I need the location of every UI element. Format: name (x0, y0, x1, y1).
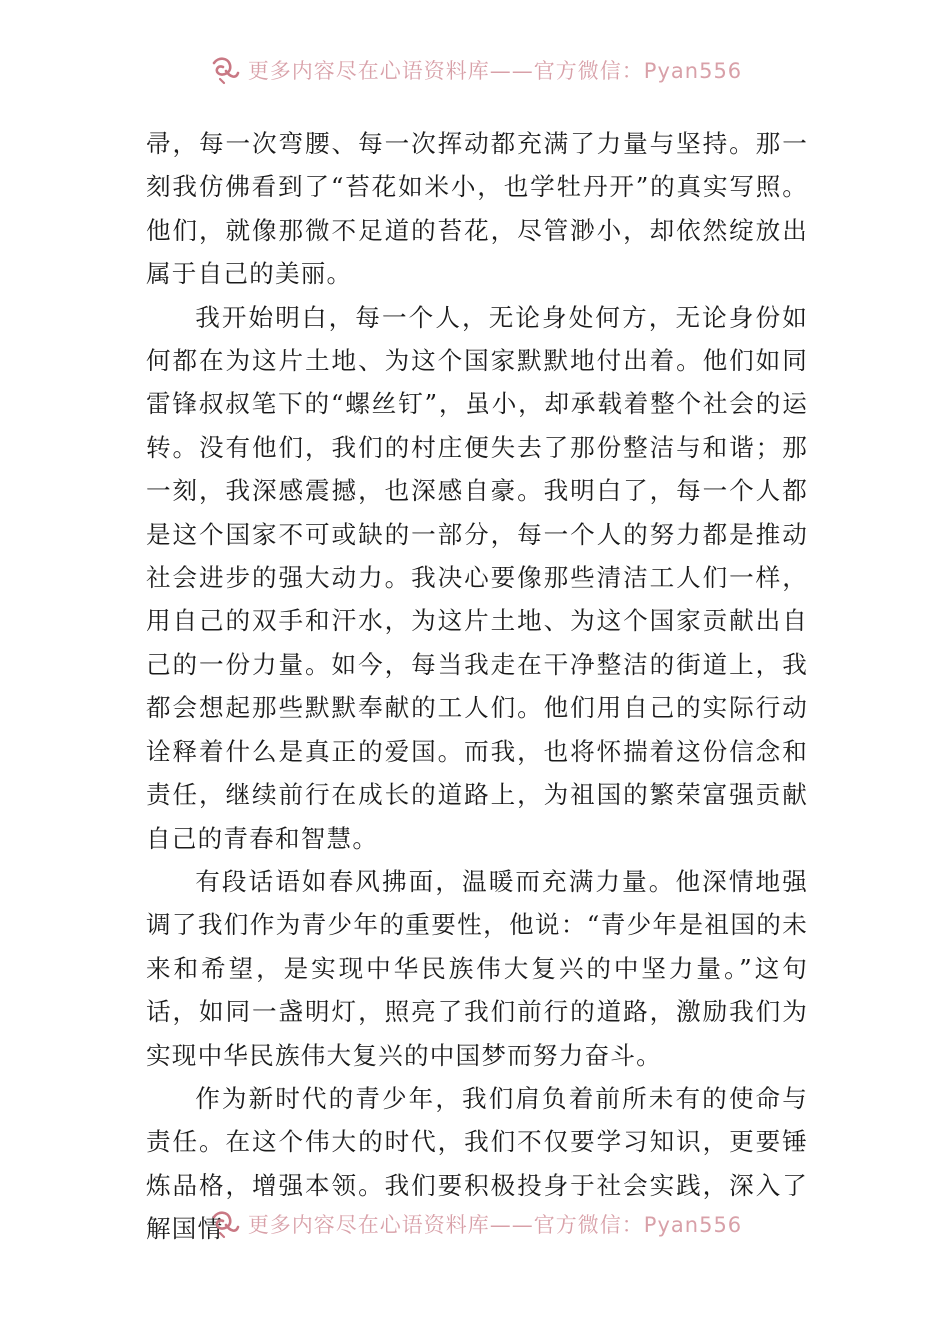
watermark-text: 更多内容尽在心语资料库——官方微信：Pyan556 (247, 1213, 743, 1237)
watermark-text: 更多内容尽在心语资料库——官方微信：Pyan556 (247, 59, 743, 83)
watermark-header (0, 50, 950, 90)
watermark-footer (0, 1204, 950, 1244)
document-body (146, 122, 808, 1251)
paragraph-3: 有段话语如春风拂面，温暖而充满力量。他深情地强调了我们作为青少年的重要性，他说：“青少年是祖国的未来和希望，是实现中华民族伟大复兴的中坚力量。”这句话，如同一盏明灯，照亮了我们前行的道路，激励我们为实现中华民族伟大复兴的中国梦而努力奋斗。 (146, 866, 808, 1070)
paragraph-2: 我开始明白，每一个人，无论身处何方，无论身份如何都在为这片土地、为这个国家默默地付出着。他们如同雷锋叔叔笔下的“螺丝钉”，虽小，却承载着整个社会的运转。没有他们，我们的村庄便失去了那份整洁与和谐；那一刻，我深感震撼，也深感自豪。我明白了，每一个人都是这个国家不可或缺的一部分，每一个人的努力都是推动社会进步的强大动力。我决心要像那些清洁工人们一样，用自己的双手和汗水，为这片土地、为这个国家贡献出自己的一份力量。如今，每当我走在干净整洁的街道上，我都会想起那些默默奉献的工人们。他们用自己的实际行动诠释着什么是真正的爱国。而我，也将怀揣着这份信念和责任，继续前行在成长的道路上，为祖国的繁荣富强贡献自己的青春和智慧。 (146, 302, 808, 853)
paragraph-4: 作为新时代的青少年，我们肩负着前所未有的使命与责任。在这个伟大的时代，我们不仅要学习知识，更要锤炼品格，增强本领。我们要积极投身于社会实践，深入了解国情 (146, 1083, 808, 1244)
watermark-logo-icon (208, 1207, 242, 1241)
watermark-logo-icon (208, 53, 242, 87)
paragraph-1: 帚，每一次弯腰、每一次挥动都充满了力量与坚持。那一刻我仿佛看到了“苔花如米小，也学牡丹开”的真实写照。他们，就像那微不足道的苔花，尽管渺小，却依然绽放出属于自己的美丽。 (146, 129, 808, 289)
